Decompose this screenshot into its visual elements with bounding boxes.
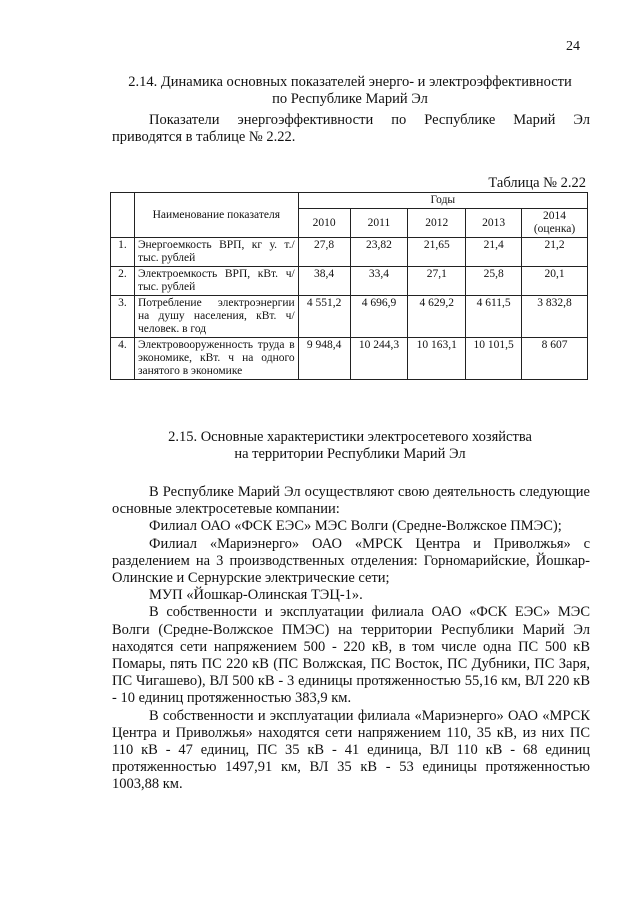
row-num: 3. (111, 296, 135, 338)
paragraph-mup: МУП «Йошкар-Олинская ТЭЦ-1». (149, 587, 363, 604)
row-value: 4 696,9 (350, 296, 408, 338)
row-num: 2. (111, 267, 135, 296)
paragraph-marienergo-networks: В собственности и эксплуатации филиала «Мариэнерго» ОАО «МРСК Центра и Приволжья» находятся сети напряжением 110, 35 кВ, из них ПС 110 кВ - 47 единиц, ПС 35 кВ - 41 единица, ВЛ 110 кВ - 68 единиц протяженностью 1497,91 км, ВЛ 35 кВ - 53 единицы протяженностью 1003,88 км. (112, 707, 590, 793)
header-num (111, 193, 135, 238)
year-2014: 2014 (оценка) (522, 209, 588, 238)
row-value: 9 948,4 (298, 338, 350, 380)
paragraph-marienergo: Филиал «Мариэнерго» ОАО «МРСК Центра и Приволжья» с разделением на 3 производственных отделения: Горномарийские, Йошкар-Олинские и Сернурские электрические сети; (112, 535, 590, 587)
row-value: 20,1 (522, 267, 588, 296)
row-num: 4. (111, 338, 135, 380)
row-num: 1. (111, 238, 135, 267)
row-value: 10 244,3 (350, 338, 408, 380)
paragraph-fsk-networks: В собственности и эксплуатации филиала ОАО «ФСК ЕЭС» МЭС Волги (Средне-Волжское ПМЭС) на территории Республики Марий Эл находятся сети напряжением 500 - 220 кВ, в том числе одна ПС 500 кВ Помары, пять ПС 220 кВ (ПС Волжская, ПС Восток, ПС Дубники, ПС Заря, ПС Чигашево), ВЛ 500 кВ - 3 единицы протяженностью 55,16 км, ВЛ 220 кВ - 10 единиц протяженностью 383,9 км. (112, 604, 590, 707)
row-value: 4 551,2 (298, 296, 350, 338)
year-2010: 2010 (298, 209, 350, 238)
section-2-15-title-line1: 2.15. Основные характеристики электросетевого хозяйства (168, 429, 532, 445)
row-name: Электроемкость ВРП, кВт. ч/тыс. рублей (134, 267, 298, 296)
row-value: 3 832,8 (522, 296, 588, 338)
row-name: Электровооруженность труда в экономике, кВт. ч на одного занятого в экономике (134, 338, 298, 380)
year-2013: 2013 (466, 209, 522, 238)
table-caption: Таблица № 2.22 (488, 175, 586, 191)
section-2-15-body (112, 484, 590, 794)
row-value: 27,8 (298, 238, 350, 267)
section-2-14-title-line2: по Республике Марий Эл (272, 91, 428, 107)
row-value: 10 101,5 (466, 338, 522, 380)
row-value: 33,4 (350, 267, 408, 296)
header-name: Наименование показателя (134, 193, 298, 238)
row-value: 8 607 (522, 338, 588, 380)
table-row (111, 238, 588, 267)
table-row (111, 338, 588, 380)
row-name: Энергоемкость ВРП, кг у. т./тыс. рублей (134, 238, 298, 267)
row-value: 21,2 (522, 238, 588, 267)
header-years: Годы (298, 193, 587, 209)
paragraph-fsk: Филиал ОАО «ФСК ЕЭС» МЭС Волги (Средне-Волжское ПМЭС); (149, 518, 562, 535)
section-2-14-title-line1: 2.14. Динамика основных показателей энерго- и электроэффективности (128, 74, 572, 90)
section-2-14-title (100, 74, 600, 108)
year-2011: 2011 (350, 209, 408, 238)
row-value: 38,4 (298, 267, 350, 296)
row-value: 27,1 (408, 267, 466, 296)
paragraph-companies-intro: В Республике Марий Эл осуществляют свою деятельность следующие основные электросетевые компании: (112, 484, 590, 518)
table-header-row (111, 193, 588, 209)
table-row (111, 267, 588, 296)
row-value: 25,8 (466, 267, 522, 296)
section-2-15-title-line2: на территории Республики Марий Эл (234, 446, 466, 462)
row-value: 4 611,5 (466, 296, 522, 338)
row-value: 21,65 (408, 238, 466, 267)
row-value: 23,82 (350, 238, 408, 267)
section-2-15-title (100, 429, 600, 463)
table-intro-paragraph: Показатели энергоэффективности по Республике Марий Эл приводятся в таблице № 2.22. (112, 112, 590, 146)
page-number: 24 (566, 39, 580, 54)
row-name: Потребление электроэнергии на душу населения, кВт. ч/человек. в год (134, 296, 298, 338)
year-2012: 2012 (408, 209, 466, 238)
row-value: 21,4 (466, 238, 522, 267)
table-row (111, 296, 588, 338)
row-value: 10 163,1 (408, 338, 466, 380)
row-value: 4 629,2 (408, 296, 466, 338)
energy-efficiency-table (110, 192, 588, 380)
